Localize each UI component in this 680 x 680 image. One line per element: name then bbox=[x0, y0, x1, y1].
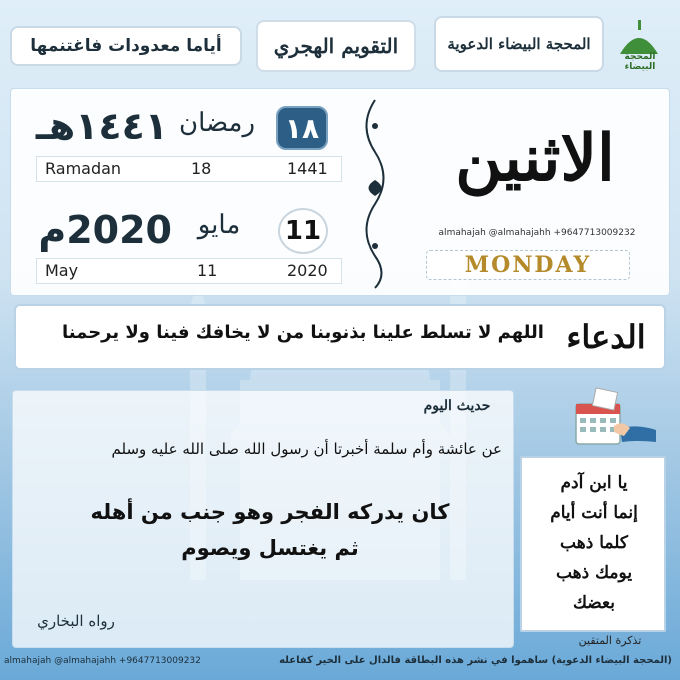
hadith-line1: كان يدركه الفجر وهو جنب من أهله bbox=[90, 500, 450, 524]
logo-text: المحجة البيضاء bbox=[624, 52, 656, 72]
reminder-line: يومك ذهب bbox=[555, 563, 633, 583]
org-name: المحجة البيضاء الدعوية bbox=[447, 35, 591, 53]
calendar-title-pill bbox=[256, 20, 416, 72]
social-line-top: almahajah @almahajahh +9647713009232 bbox=[438, 228, 636, 238]
org-name-pill bbox=[434, 16, 604, 72]
hijri-day-en: 18 bbox=[191, 159, 212, 178]
reminder-line: إنما أنت أيام bbox=[550, 503, 638, 523]
dua-text: اللهم لا تسلط علينا بذنوبنا من لا يخافك فينا ولا يرحمنا bbox=[62, 322, 544, 343]
hadith-narration: عن عائشة وأم سلمة أخبرتا أن رسول الله صلى الله عليه وسلم bbox=[111, 440, 502, 458]
reminder-caption: تذكرة المتقين bbox=[578, 634, 642, 647]
hijri-year-en: 1441 bbox=[287, 159, 328, 178]
hijri-en-row bbox=[36, 156, 342, 182]
gregorian-day-badge bbox=[278, 208, 328, 254]
hadith-source: رواه البخاري bbox=[37, 612, 115, 630]
gregorian-day-number: 11 bbox=[284, 216, 322, 246]
reminder-line: يا ابن آدم bbox=[560, 473, 628, 493]
hadith-line2: ثم يغتسل ويصوم bbox=[181, 536, 359, 560]
footer-text: (المحجة البيضاء الدعوية) ساهموا في نشر هذه البطاقة فالدال على الخير كفاعله bbox=[279, 655, 672, 666]
gregorian-month-ar: مايو bbox=[197, 210, 241, 240]
days-counted-text: أياما معدودات فاغتنمها bbox=[30, 36, 222, 56]
gregorian-day-en: 11 bbox=[197, 261, 218, 280]
hijri-month-ar: رمضان bbox=[178, 108, 256, 138]
footer-social: almahajah @almahajahh +9647713009232 bbox=[4, 656, 201, 666]
dua-panel bbox=[14, 304, 666, 370]
footer-bar bbox=[0, 650, 680, 680]
hijri-year-ar: ١٤٤١هـ bbox=[35, 104, 168, 148]
hijri-month-en: Ramadan bbox=[45, 159, 122, 178]
dua-label: الدعاء bbox=[566, 318, 646, 356]
ornament-divider-icon bbox=[348, 96, 402, 292]
org-logo bbox=[610, 14, 668, 72]
weekday-english-box bbox=[426, 250, 630, 280]
reminder-panel bbox=[520, 456, 666, 632]
gregorian-month-en: May bbox=[45, 261, 79, 280]
weekday-english: MONDAY bbox=[464, 252, 592, 278]
gregorian-year: 2020م bbox=[38, 208, 172, 252]
calendar-hand-icon bbox=[560, 384, 660, 460]
calendar-title: التقويم الهجري bbox=[273, 34, 399, 58]
hijri-day-number: ١٨ bbox=[284, 111, 320, 145]
hijri-day-badge bbox=[276, 106, 328, 150]
reminder-line: بعضك bbox=[572, 593, 615, 613]
reminder-text bbox=[526, 468, 662, 628]
days-counted-pill bbox=[10, 26, 242, 66]
hadith-label: حديث اليوم bbox=[423, 398, 491, 414]
gregorian-year-en: 2020 bbox=[287, 261, 328, 280]
reminder-line: كلما ذهب bbox=[560, 533, 628, 553]
gregorian-en-row bbox=[36, 258, 342, 284]
weekday-arabic: الاثنين bbox=[455, 121, 615, 196]
